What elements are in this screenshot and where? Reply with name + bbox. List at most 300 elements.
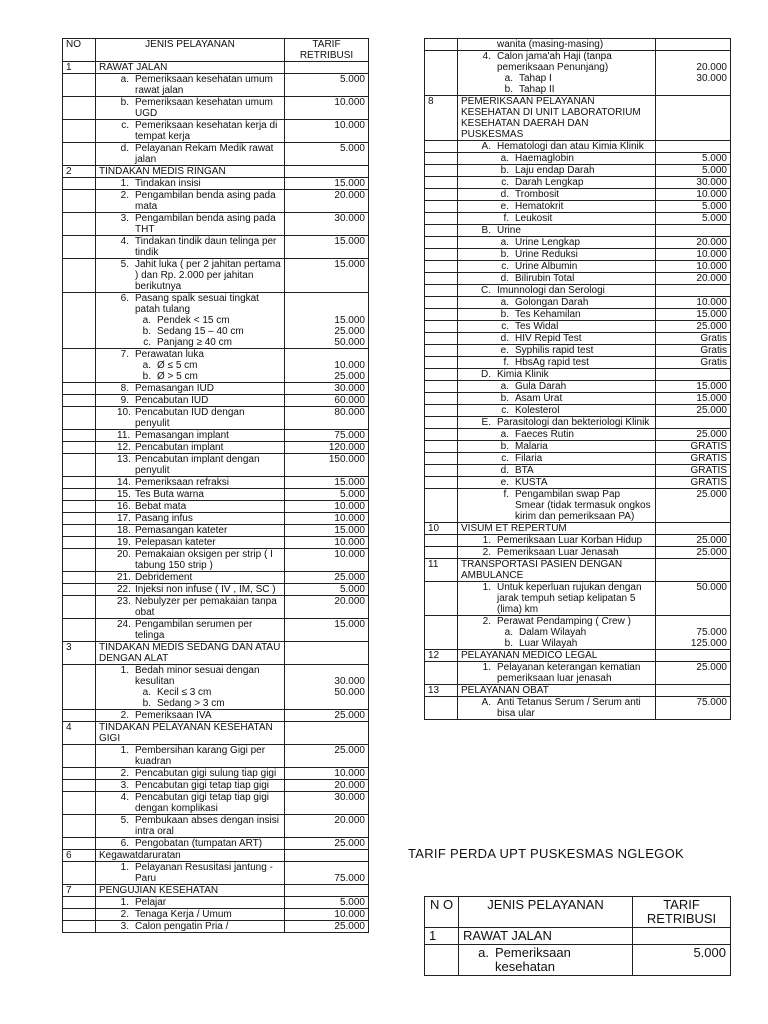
row-tariff — [656, 39, 731, 51]
row-number — [425, 417, 458, 429]
row-tariff: 15.000 — [285, 525, 369, 537]
table-row — [425, 582, 731, 616]
item-marker: 4. — [120, 236, 129, 247]
row-number — [425, 141, 458, 153]
item-marker: 19. — [117, 537, 131, 548]
row-tariff: 20.000 — [285, 596, 369, 619]
item-marker: 5. — [120, 815, 129, 826]
item-marker: a. — [500, 381, 509, 392]
item-marker: b. — [120, 97, 129, 108]
list-item — [99, 454, 281, 476]
row-service: RAWAT JALAN — [96, 62, 285, 74]
table-row — [63, 120, 369, 143]
row-tariff — [656, 650, 731, 662]
list-item — [461, 662, 652, 684]
row-number — [63, 537, 96, 549]
item-marker — [479, 39, 497, 50]
row-service — [96, 190, 285, 213]
table-row — [63, 897, 369, 909]
list-item — [461, 429, 652, 440]
list-item — [99, 862, 281, 884]
tariff-table-summary — [424, 896, 731, 976]
sub-text: Tahap I — [519, 73, 552, 84]
item-marker: 1. — [120, 862, 129, 873]
sub-text: Luar Wilayah — [519, 638, 578, 649]
table-row — [425, 477, 731, 489]
row-service — [458, 153, 656, 165]
tariff-table-right — [424, 38, 731, 720]
item-marker: f. — [503, 489, 509, 500]
item-text: Pemeriksaan IVA — [135, 710, 212, 721]
row-tariff: 30.000 — [656, 177, 731, 189]
table-row — [63, 454, 369, 477]
list-item — [461, 616, 652, 627]
table-row — [63, 74, 369, 97]
row-service: TRANSPORTASI PASIEN DENGAN AMBULANCE — [458, 559, 656, 582]
row-number — [63, 489, 96, 501]
sub-text: Ø ≤ 5 cm — [157, 360, 198, 371]
row-number — [63, 143, 96, 166]
row-service: PEMERIKSAAN PELAYANAN KESEHATAN DI UNIT LABORATORIUM KESEHATAN DAERAH DAN PUSKESMAS — [458, 96, 656, 141]
sub-text: Dalam Wilayah — [519, 627, 587, 638]
row-service — [96, 584, 285, 596]
row-service — [458, 261, 656, 273]
item-marker: b. — [500, 249, 509, 260]
item-marker: A. — [481, 141, 491, 152]
list-item — [461, 321, 652, 332]
item-marker: 18. — [117, 525, 131, 536]
list-item — [99, 815, 281, 837]
row-service: TINDAKAN MEDIS SEDANG DAN ATAU DENGAN ALAT — [96, 642, 285, 665]
row-tariff: 5.000 — [285, 489, 369, 501]
row-service: Kegawatdaruratan — [96, 850, 285, 862]
row-tariff — [285, 722, 369, 745]
row-tariff: GRATIS — [656, 465, 731, 477]
item-marker: f. — [503, 213, 509, 224]
row-tariff: 80.000 — [285, 407, 369, 430]
row-number — [63, 430, 96, 442]
sub-item — [99, 371, 281, 382]
row-tariff — [656, 369, 731, 381]
sub-item — [461, 73, 652, 84]
list-item — [461, 333, 652, 344]
row-number — [63, 584, 96, 596]
item-marker: 7. — [120, 349, 129, 360]
table-row — [63, 665, 369, 710]
row-tariff — [285, 166, 369, 178]
list-item — [99, 780, 281, 791]
list-item — [461, 405, 652, 416]
table-row — [425, 321, 731, 333]
row-service — [458, 51, 656, 96]
row-service — [96, 236, 285, 259]
item-text: Darah Lengkap — [515, 177, 584, 188]
item-marker: 21. — [117, 572, 131, 583]
table-row — [63, 97, 369, 120]
list-item — [99, 501, 281, 512]
item-marker: 11. — [117, 430, 131, 441]
item-text: Pencabutan implant dengan penyulit — [135, 454, 260, 476]
list-item — [461, 39, 652, 50]
row-number — [425, 201, 458, 213]
table-row — [63, 549, 369, 572]
row-tariff: 10.000 — [285, 537, 369, 549]
item-marker: C. — [481, 285, 491, 296]
sub-marker: a. — [504, 627, 513, 638]
item-text: Pemeriksaan kesehatan umum rawat jalan — [135, 74, 273, 96]
table-row — [63, 850, 369, 862]
table-row — [63, 596, 369, 619]
list-item — [99, 596, 281, 618]
row-number — [425, 165, 458, 177]
item-marker: a. — [500, 297, 509, 308]
item-marker: 4. — [120, 792, 129, 803]
row-tariff: 5.000 — [656, 213, 731, 225]
table-row — [425, 297, 731, 309]
row-number: 12 — [425, 650, 458, 662]
list-item — [461, 51, 652, 73]
row-service — [458, 441, 656, 453]
list-item — [461, 489, 652, 522]
row-service — [96, 407, 285, 430]
row-service — [96, 710, 285, 722]
sub-marker: a. — [142, 360, 151, 371]
row-service — [458, 453, 656, 465]
table-row — [425, 465, 731, 477]
row-tariff: 5.000 — [656, 165, 731, 177]
row-tariff: GRATIS — [656, 453, 731, 465]
row-service — [458, 213, 656, 225]
item-text: Parasitologi dan bekteriologi Klinik — [497, 417, 650, 428]
table-row — [425, 153, 731, 165]
row-service — [458, 321, 656, 333]
item-marker: c. — [501, 177, 509, 188]
list-item — [99, 489, 281, 500]
sub-marker: a. — [142, 687, 151, 698]
item-marker: 5. — [120, 259, 129, 270]
item-marker: 4. — [482, 51, 491, 62]
list-item — [99, 525, 281, 536]
item-marker: d. — [500, 273, 509, 284]
list-item — [99, 745, 281, 767]
row-tariff: 5.000 — [285, 74, 369, 97]
sub-text: Tahap II — [519, 84, 555, 95]
list-item — [99, 792, 281, 814]
row-number — [425, 489, 458, 523]
item-text: Bilirubin Total — [515, 273, 575, 284]
row-service — [458, 309, 656, 321]
row-tariff: 25.000 — [656, 321, 731, 333]
item-text: Pencabutan gigi tetap tiap gigi — [135, 780, 269, 791]
row-tariff — [656, 685, 731, 697]
list-item — [99, 513, 281, 524]
row-number — [425, 357, 458, 369]
item-text: Untuk keperluan rujukan dengan jarak tempuh setiap kelipatan 5 (lima) km — [497, 582, 642, 615]
row-service — [96, 921, 285, 933]
row-service — [96, 838, 285, 850]
table-row — [425, 393, 731, 405]
table-row — [425, 201, 731, 213]
item-marker: 3. — [120, 780, 129, 791]
item-text: Tes Widal — [515, 321, 559, 332]
list-item — [461, 249, 652, 260]
table-row — [425, 489, 731, 523]
table-row — [63, 395, 369, 407]
row-tariff — [285, 62, 369, 74]
item-marker: b. — [500, 309, 509, 320]
row-tariff: 30.000 — [285, 383, 369, 395]
list-item — [99, 921, 281, 932]
row-number — [63, 190, 96, 213]
row-number — [63, 921, 96, 933]
row-number: 4 — [63, 722, 96, 745]
row-tariff: 10.000 — [285, 97, 369, 120]
row-tariff: 20.000 — [656, 273, 731, 285]
row-number — [425, 697, 458, 720]
item-text: wanita (masing-masing) — [497, 39, 604, 50]
row-tariff: 15.000 — [285, 619, 369, 642]
row-tariff: 10.000 — [285, 513, 369, 525]
row-tariff: 10.000 — [285, 768, 369, 780]
item-text: Pemeriksaan Luar Jenasah — [497, 547, 619, 558]
list-item — [99, 549, 281, 571]
table-row — [63, 537, 369, 549]
row-service — [96, 897, 285, 909]
table-row — [63, 710, 369, 722]
table-row — [63, 213, 369, 236]
item-marker: c. — [501, 321, 509, 332]
table-row — [425, 249, 731, 261]
table-row — [425, 333, 731, 345]
row-tariff: 25.000 — [285, 838, 369, 850]
item-text: Pencabutan IUD dengan penyulit — [135, 407, 245, 429]
row-number — [63, 665, 96, 710]
table-row — [63, 190, 369, 213]
sub-marker: b. — [504, 638, 513, 649]
row-number — [425, 213, 458, 225]
list-item — [461, 441, 652, 452]
row-tariff: 10.000 — [656, 189, 731, 201]
table-row — [425, 285, 731, 297]
row-tariff — [656, 96, 731, 141]
list-item — [99, 572, 281, 583]
row-tariff: 10.000 — [656, 297, 731, 309]
list-item — [99, 477, 281, 488]
table-row — [425, 650, 731, 662]
list-item — [461, 582, 652, 615]
item-text: Pembukaan abses dengan insisi intra oral — [135, 815, 279, 837]
row-tariff: GRATIS — [656, 441, 731, 453]
row-service — [458, 417, 656, 429]
item-marker: 16. — [117, 501, 131, 512]
header-tariff: TARIF RETRIBUSI — [285, 39, 369, 62]
row-service — [458, 429, 656, 441]
row-service: VISUM ET REPERTUM — [458, 523, 656, 535]
item-text: Pengambilan benda asing pada mata — [135, 190, 276, 212]
table-row — [63, 430, 369, 442]
list-item — [461, 165, 652, 176]
item-text: Bebat mata — [135, 501, 187, 512]
item-marker: c. — [121, 120, 129, 131]
list-item — [463, 946, 628, 974]
row-service — [96, 489, 285, 501]
item-text: Pelayanan Resusitasi jantung - Paru — [135, 862, 273, 884]
item-text: Pelayanan keterangan kematian pemeriksaan luar jenasah — [497, 662, 641, 684]
item-marker: c. — [501, 453, 509, 464]
row-number — [63, 838, 96, 850]
row-number — [425, 393, 458, 405]
row-tariff — [656, 285, 731, 297]
row-tariff: 50.000 — [656, 582, 731, 616]
sub-item — [99, 337, 281, 348]
row-tariff: 10.000 — [285, 909, 369, 921]
table-row — [63, 642, 369, 665]
item-text: Pengambilan benda asing pada THT — [135, 213, 276, 235]
table-row — [425, 225, 731, 237]
list-item — [99, 293, 281, 315]
row-tariff: 25.000 — [285, 921, 369, 933]
table-row — [63, 513, 369, 525]
sub-marker: c. — [143, 337, 151, 348]
sub-item — [461, 84, 652, 95]
item-text: Pelajar — [135, 897, 167, 908]
row-service — [96, 178, 285, 190]
item-text: Bedah minor sesuai dengan kesulitan — [135, 665, 260, 687]
row-service — [459, 945, 633, 976]
row-number — [63, 619, 96, 642]
sub-item — [99, 360, 281, 371]
tariff-table-left — [62, 38, 369, 933]
item-text: Pemeriksaan kesehatan umum UGD — [135, 97, 273, 119]
list-item — [461, 177, 652, 188]
row-tariff: 20.000 30.000 — [656, 51, 731, 96]
item-text: Asam Urat — [515, 393, 563, 404]
item-text: Pelayanan Rekam Medik rawat jalan — [135, 143, 274, 165]
table-header-row — [63, 39, 369, 62]
row-tariff — [656, 225, 731, 237]
row-number — [63, 97, 96, 120]
table-row — [425, 165, 731, 177]
row-number — [425, 189, 458, 201]
row-tariff — [633, 928, 731, 945]
row-tariff: 5.000 — [285, 897, 369, 909]
item-text: Jahit luka ( per 2 jahitan pertama ) dan Rp. 2.000 per jahitan berikutnya — [135, 259, 281, 292]
list-item — [461, 213, 652, 224]
item-marker: 10. — [117, 407, 131, 418]
item-marker: 20. — [117, 549, 131, 560]
table-row — [425, 345, 731, 357]
table-row — [425, 535, 731, 547]
row-tariff: Gratis — [656, 357, 731, 369]
row-service — [458, 285, 656, 297]
table-row — [425, 177, 731, 189]
table-row — [63, 815, 369, 838]
row-number — [425, 309, 458, 321]
row-number — [425, 273, 458, 285]
row-service — [96, 213, 285, 236]
table-header-row — [425, 897, 731, 928]
row-service — [96, 143, 285, 166]
item-marker: 1. — [120, 178, 129, 189]
row-tariff: 10.000 25.000 — [285, 349, 369, 383]
row-service — [458, 477, 656, 489]
row-number — [425, 345, 458, 357]
table-row — [425, 96, 731, 141]
item-text: Pencabutan implant — [135, 442, 224, 453]
table-row — [63, 259, 369, 293]
table-row — [63, 166, 369, 178]
row-number — [63, 572, 96, 584]
list-item — [461, 273, 652, 284]
list-item — [461, 453, 652, 464]
row-service — [96, 74, 285, 97]
row-service: TINDAKAN PELAYANAN KESEHATAN GIGI — [96, 722, 285, 745]
row-tariff: 30.000 — [285, 792, 369, 815]
list-item — [99, 838, 281, 849]
table-row — [63, 407, 369, 430]
item-marker: e. — [500, 201, 509, 212]
row-service — [96, 477, 285, 489]
list-item — [99, 897, 281, 908]
header-service: JENIS PELAYANAN — [96, 39, 285, 62]
row-number — [425, 237, 458, 249]
row-number — [63, 745, 96, 768]
row-number — [425, 582, 458, 616]
item-text: HbsAg rapid test — [515, 357, 589, 368]
item-text: Leukosit — [515, 213, 553, 224]
list-item — [99, 710, 281, 721]
row-number — [425, 333, 458, 345]
table-row — [425, 213, 731, 225]
row-service: PELAYANAN OBAT — [458, 685, 656, 697]
row-service — [458, 405, 656, 417]
item-text: Urine Lengkap — [515, 237, 581, 248]
row-tariff: 25.000 — [656, 405, 731, 417]
table-row — [425, 51, 731, 96]
row-service — [96, 549, 285, 572]
row-number — [425, 297, 458, 309]
row-service — [96, 619, 285, 642]
table-row — [425, 273, 731, 285]
header-tariff: TARIF RETRIBUSI — [633, 897, 731, 928]
row-number — [63, 213, 96, 236]
item-marker: 1. — [482, 535, 491, 546]
item-marker: c. — [501, 261, 509, 272]
item-marker: 2. — [120, 710, 129, 721]
item-marker: 22. — [117, 584, 131, 595]
row-service — [96, 792, 285, 815]
row-service — [96, 815, 285, 838]
item-marker: f. — [503, 357, 509, 368]
table-row — [425, 453, 731, 465]
item-marker: 8. — [120, 383, 129, 394]
row-number — [63, 383, 96, 395]
row-service: TINDAKAN MEDIS RINGAN — [96, 166, 285, 178]
row-tariff — [656, 523, 731, 535]
table-row — [63, 489, 369, 501]
row-service — [96, 501, 285, 513]
row-tariff: 25.000 — [656, 429, 731, 441]
item-text: KUSTA — [515, 477, 548, 488]
item-text: BTA — [515, 465, 534, 476]
item-text: Pemasangan implant — [135, 430, 229, 441]
item-text: Golongan Darah — [515, 297, 589, 308]
sub-marker: b. — [142, 698, 151, 709]
row-number — [63, 710, 96, 722]
table-row — [425, 189, 731, 201]
item-text: Tes Buta warna — [135, 489, 204, 500]
row-number — [63, 525, 96, 537]
